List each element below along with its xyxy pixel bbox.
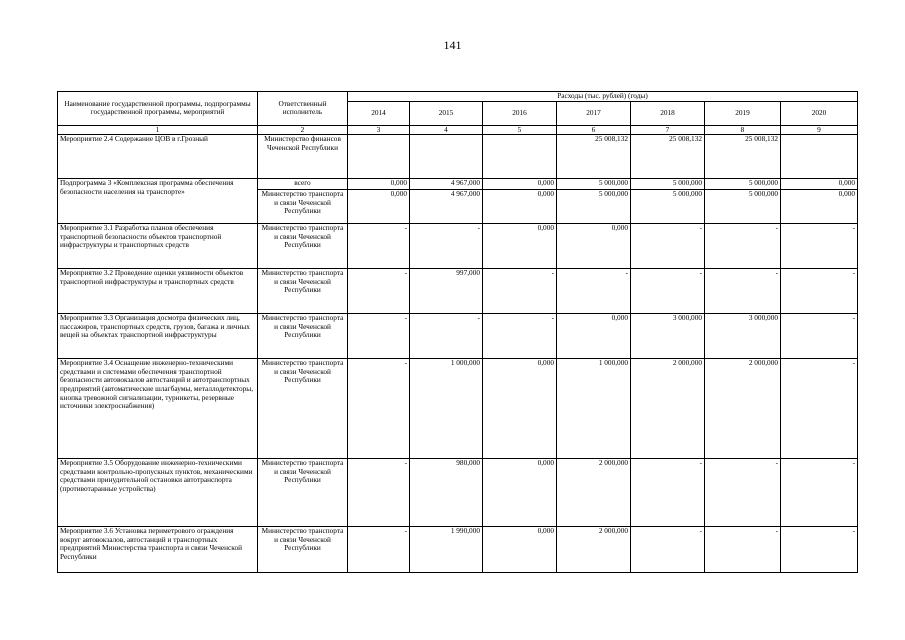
row-executor: Министерство транспорта и связи Чеченской Республики	[258, 359, 348, 459]
value-cell: 0,000	[483, 224, 557, 269]
value-cell: 2 000,000	[557, 459, 631, 527]
table-row	[58, 224, 858, 269]
column-number: 2	[258, 125, 348, 135]
row-name: Мероприятие 3.1 Разработка планов обеспечения транспортной безопасности объектов транспортной инфраструктуры и транспортных средств	[58, 224, 258, 269]
table-row	[58, 359, 858, 459]
column-number: 7	[631, 125, 705, 135]
row-name: Мероприятие 2.4 Содержание ЦОВ в г.Грозный	[58, 135, 258, 179]
header-year: 2018	[631, 101, 705, 125]
value-cell: -	[631, 224, 705, 269]
value-cell: -	[483, 269, 557, 314]
value-cell: 4 967,000	[410, 179, 483, 190]
value-cell: 2 000,000	[631, 359, 705, 459]
column-number: 9	[781, 125, 858, 135]
value-cell: 5 000,000	[705, 190, 781, 224]
row-name: Мероприятие 3.5 Оборудование инженерно-техническими средствами контрольно-пропускных пунктов, механическими средствами принудительной остановки автотранспорта (противотаранные устройства)	[58, 459, 258, 527]
value-cell: -	[781, 269, 858, 314]
value-cell: 5 000,000	[631, 179, 705, 190]
table-row	[58, 135, 858, 179]
value-cell: 3 000,000	[631, 314, 705, 359]
value-cell: 4 967,000	[410, 190, 483, 224]
table-row	[58, 314, 858, 359]
column-number: 6	[557, 125, 631, 135]
value-cell: 0,000	[557, 314, 631, 359]
header-row-1	[58, 92, 858, 102]
value-cell: -	[410, 224, 483, 269]
header-executor: Ответственный исполнитель	[258, 92, 348, 126]
expenses-table	[57, 91, 858, 573]
value-cell: 0,000	[483, 459, 557, 527]
value-cell: 5 000,000	[557, 190, 631, 224]
value-cell: -	[705, 269, 781, 314]
value-cell: 1 000,000	[557, 359, 631, 459]
value-cell: -	[410, 314, 483, 359]
value-cell: -	[781, 224, 858, 269]
row-executor: Министерство транспорта и связи Чеченской Республики	[258, 527, 348, 573]
row-executor: Министерство транспорта и связи Чеченской Республики	[258, 224, 348, 269]
value-cell: -	[631, 459, 705, 527]
header-row-numbers	[58, 125, 858, 135]
value-cell: -	[705, 527, 781, 573]
column-number: 5	[483, 125, 557, 135]
value-cell: -	[557, 269, 631, 314]
header-year: 2020	[781, 101, 858, 125]
value-cell: 0,000	[483, 527, 557, 573]
row-name: Мероприятие 3.3 Организация досмотра физических лиц, пассажиров, транспортных средств, грузов, багажа и личных вещей на объектах транспортной инфраструктуры	[58, 314, 258, 359]
page-number: 141	[443, 38, 462, 52]
value-cell: -	[348, 359, 410, 459]
value-cell: -	[781, 359, 858, 459]
value-cell: -	[483, 314, 557, 359]
row-name: Подпрограмма 3 «Комплексная программа обеспечения безопасности населения на транспорте»	[58, 179, 258, 224]
value-cell: 0,000	[348, 179, 410, 190]
row-name: Мероприятие 3.2 Проведение оценки уязвимости объектов транспортной инфраструктуры и транспортных средств	[58, 269, 258, 314]
value-cell: 25 008,132	[557, 135, 631, 179]
value-cell: 980,000	[410, 459, 483, 527]
value-cell	[781, 135, 858, 179]
value-cell: -	[348, 314, 410, 359]
header-year: 2019	[705, 101, 781, 125]
table-body	[58, 92, 858, 573]
table-row	[58, 459, 858, 527]
value-cell: 25 008,132	[631, 135, 705, 179]
value-cell: 0,000	[781, 190, 858, 224]
header-year: 2017	[557, 101, 631, 125]
value-cell: -	[631, 269, 705, 314]
value-cell: -	[348, 224, 410, 269]
value-cell: 997,000	[410, 269, 483, 314]
value-cell: 5 000,000	[631, 190, 705, 224]
value-cell	[348, 135, 410, 179]
row-name: Мероприятие 3.6 Установка периметрового ограждения вокруг автовокзалов, автостанций и транспортных предприятий Министерства транспорта и связи Чеченской Республики	[58, 527, 258, 573]
value-cell: -	[781, 527, 858, 573]
header-name: Наименование государственной программы, подпрограммы государственной программы, мероприятий	[58, 92, 258, 126]
value-cell: -	[781, 459, 858, 527]
value-cell: -	[781, 314, 858, 359]
column-number: 1	[58, 125, 258, 135]
row-executor: Министерство финансов Чеченской Республики	[258, 135, 348, 179]
value-cell: 0,000	[557, 224, 631, 269]
value-cell: 0,000	[483, 179, 557, 190]
table-row	[58, 179, 858, 190]
value-cell	[410, 135, 483, 179]
header-year: 2016	[483, 101, 557, 125]
value-cell	[483, 135, 557, 179]
value-cell: 25 008,132	[705, 135, 781, 179]
value-cell: -	[705, 459, 781, 527]
row-executor: Министерство транспорта и связи Чеченской Республики	[258, 269, 348, 314]
header-expenses: Расходы (тыс. рублей) (годы)	[348, 92, 858, 102]
column-number: 4	[410, 125, 483, 135]
value-cell: 5 000,000	[557, 179, 631, 190]
value-cell: -	[705, 224, 781, 269]
value-cell: -	[348, 459, 410, 527]
value-cell: 3 000,000	[705, 314, 781, 359]
value-cell: 0,000	[483, 359, 557, 459]
value-cell: -	[348, 527, 410, 573]
column-number: 8	[705, 125, 781, 135]
value-cell: 1 990,000	[410, 527, 483, 573]
value-cell: -	[631, 527, 705, 573]
value-cell: 2 000,000	[705, 359, 781, 459]
row-name: Мероприятие 3.4 Оснащение инженерно-техническими средствами и системами обеспечения транспортной безопасности автовокзалов автостанций и автотранспортных предприятий (автоматические шлагбаумы, металлодетекторы, кнопка тревожной сигнализации, турникеты, резервные источники электроснабжения)	[58, 359, 258, 459]
row-executor: Министерство транспорта и связи Чеченской Республики	[258, 314, 348, 359]
row-executor: Министерство транспорта и связи Чеченской Республики	[258, 190, 348, 224]
row-executor: Министерство транспорта и связи Чеченской Республики	[258, 459, 348, 527]
column-number: 3	[348, 125, 410, 135]
value-cell: 5 000,000	[705, 179, 781, 190]
value-cell: 0,000	[483, 190, 557, 224]
value-cell: -	[348, 269, 410, 314]
table-row	[58, 269, 858, 314]
value-cell: 0,000	[348, 190, 410, 224]
value-cell: 1 000,000	[410, 359, 483, 459]
table-row	[58, 527, 858, 573]
header-year: 2014	[348, 101, 410, 125]
row-executor: всего	[258, 179, 348, 190]
header-year: 2015	[410, 101, 483, 125]
value-cell: 0,000	[781, 179, 858, 190]
value-cell: 2 000,000	[557, 527, 631, 573]
